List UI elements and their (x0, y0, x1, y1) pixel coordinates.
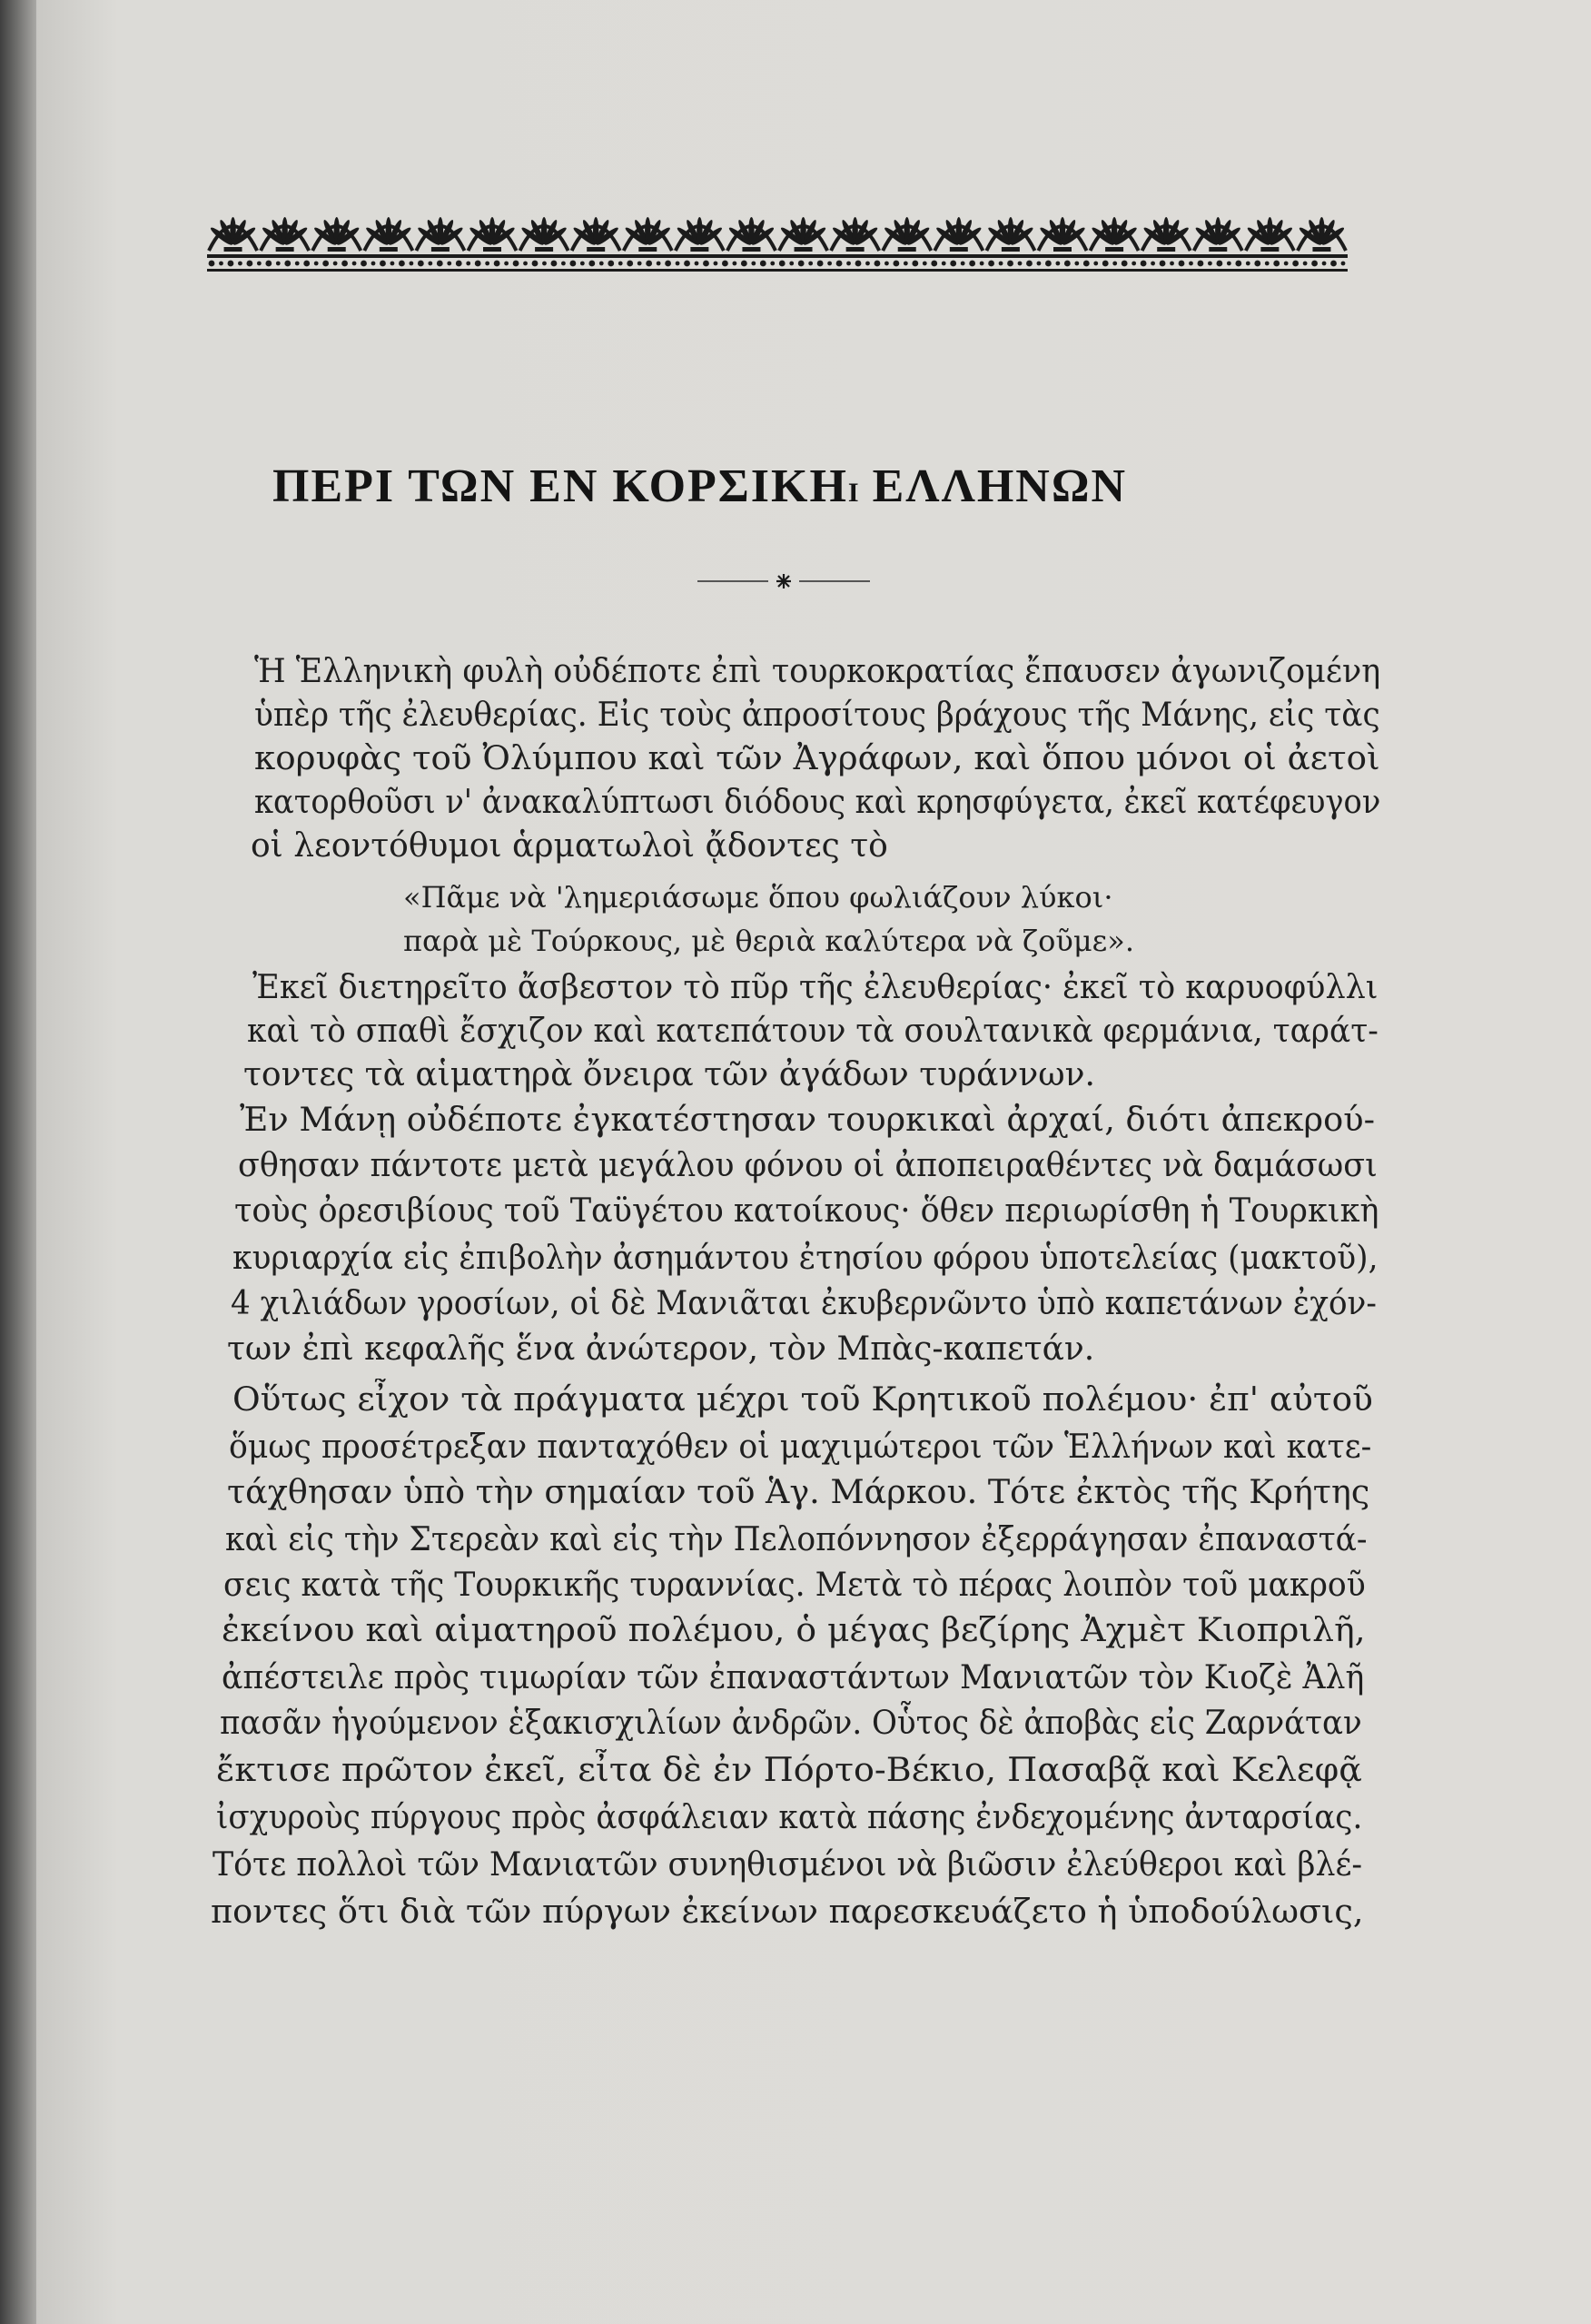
quote-line: «Πᾶμε νὰ 'λημεριάσωμε ὅπου φωλιάζουν λύκοι· (403, 880, 1113, 915)
text-line: σεις κατὰ τῆς Τουρκικῆς τυραννίας. Μετὰ τὸ πέρας λοιπὸν τοῦ μακροῦ (223, 1567, 1366, 1604)
text-line: Οὕτως εἶχον τὰ πράγματα μέχρι τοῦ Κρητικοῦ πολέμου· ἐπ' αὐτοῦ (232, 1381, 1373, 1419)
palmette-motif (727, 217, 776, 252)
text-line: Ἡ Ἑλληνικὴ φυλὴ οὐδέποτε ἐπὶ τουρκοκρατίας ἔπαυσεν ἀγωνιζομένη (254, 653, 1381, 690)
palmette-motif (1194, 217, 1242, 252)
palmette-motif (572, 217, 620, 252)
text-line: Ἐκεῖ διετηρεῖτο ἄσβεστον τὸ πῦρ τῆς ἐλευθερίας· ἐκεῖ τὸ καρυοφύλλι (252, 969, 1379, 1006)
chapter-title-end: ΕΛΛΗΝΩΝ (858, 460, 1128, 512)
text-line: τάχθησαν ὑπὸ τὴν σημαίαν τοῦ Ἁγ. Μάρκου. Τότε ἐκτὸς τῆς Κρήτης (227, 1474, 1370, 1511)
palmette-motif (261, 217, 309, 252)
text-line: κατορθοῦσι ν' ἀνακαλύπτωσι διόδους καὶ κρησφύγετα, ἐκεῖ κατέφευγον (254, 784, 1381, 821)
title-divider-ornament (697, 570, 870, 592)
palmette-motif (1091, 217, 1139, 252)
quote-line: παρὰ μὲ Τούρκους, μὲ θεριὰ καλύτερα νὰ ζοῦμε». (403, 924, 1134, 958)
decorative-palmette-border (207, 198, 1348, 280)
text-line: κυριαρχία εἰς ἐπιβολὴν ἀσημάντου ἐτησίου φόρου ὑποτελείας (μακτοῦ), (232, 1240, 1379, 1277)
palmette-motif (934, 217, 983, 252)
text-line: ὑπὲρ τῆς ἐλευθερίας. Εἰς τοὺς ἀπροσίτους βράχους τῆς Μάνης, εἰς τὰς (254, 697, 1380, 734)
chapter-title (272, 460, 1271, 513)
palmette-motif (779, 217, 827, 252)
palmette-motif (209, 217, 257, 252)
text-line: Ἐν Μάνῃ οὐδέποτε ἐγκατέστησαν τουρκικαὶ ἀρχαί, διότι ἀπεκρού- (240, 1102, 1375, 1139)
palmette-motif (364, 217, 412, 252)
palmette-motif (831, 217, 879, 252)
text-line: πασᾶν ἡγούμενον ἑξακισχιλίων ἀνδρῶν. Οὗτος δὲ ἀποβὰς εἰς Ζαρνάταν (220, 1705, 1362, 1742)
text-line: των ἐπὶ κεφαλῆς ἕνα ἀνώτερον, τὸν Μπὰς-καπετάν. (227, 1330, 1095, 1368)
text-line: οἱ λεοντόθυμοι ἁρματωλοὶ ᾄδοντες τὸ (251, 827, 888, 865)
text-line: ὅμως προσέτρεξαν πανταχόθεν οἱ μαχιμώτεροι τῶν Ἑλλήνων καὶ κατε- (229, 1429, 1372, 1466)
text-line: 4 χιλιάδων γροσίων, οἱ δὲ Μανιᾶται ἐκυβερνῶντο ὑπὸ καπετάνων ἐχόν- (231, 1285, 1377, 1322)
palmette-motif (520, 217, 568, 252)
palmette-motif (1298, 217, 1346, 252)
palmette-motif (624, 217, 672, 252)
palmette-motif (676, 217, 724, 252)
text-line: τοὺς ὀρεσιβίους τοῦ Ταϋγέτου κατοίκους· ὅθεν περιωρίσθη ἡ Τουρκικὴ (234, 1192, 1379, 1230)
text-line: καὶ εἰς τὴν Στερεὰν καὶ εἰς τὴν Πελοπόννησον ἐξερράγησαν ἐπαναστά- (225, 1521, 1368, 1558)
text-line: ἀπέστειλε πρὸς τιμωρίαν τῶν ἐπαναστάντων Μανιατῶν τὸν Κιοζὲ Ἀλῆ (222, 1659, 1365, 1696)
text-line: σθησαν πάντοτε μετὰ μεγάλου φόνου οἱ ἀποπειραθέντες νὰ δαμάσωσι (238, 1147, 1378, 1184)
chapter-title-text: ΠΕΡΙ ΤΩΝ ΕΝ ΚΟΡΣΙΚΗ (272, 460, 848, 512)
text-line: ἐκείνου καὶ αἱματηροῦ πολέμου, ὁ μέγας βεζίρης Ἀχμὲτ Κιοπριλῆ, (222, 1612, 1366, 1649)
palmette-motif (416, 217, 464, 252)
chapter-title-iota: Ι (847, 478, 859, 508)
text-line: ποντες ὅτι διὰ τῶν πύργων ἐκείνων παρεσκευάζετο ἡ ὑποδούλωσις, (211, 1894, 1364, 1931)
text-line: κορυφὰς τοῦ Ὀλύμπου καὶ τῶν Ἀγράφων, καὶ ὅπου μόνοι οἱ ἀετοὶ (254, 740, 1380, 777)
palmette-motif (1246, 217, 1294, 252)
text-line: καὶ τὸ σπαθὶ ἔσχιζον καὶ κατεπάτουν τὰ σουλτανικὰ φερμάνια, ταράτ- (247, 1013, 1379, 1050)
palmette-motif (986, 217, 1034, 252)
book-gutter-shadow (0, 0, 36, 2324)
palmette-motif (312, 217, 361, 252)
palmette-motif (1038, 217, 1086, 252)
palmette-motif (883, 217, 931, 252)
text-line: τοντες τὰ αἱματηρὰ ὄνειρα τῶν ἀγάδων τυράννων. (243, 1056, 1095, 1093)
text-line: Τότε πολλοὶ τῶν Μανιατῶν συνηθισμένοι νὰ βιῶσιν ἐλεύθεροι καὶ βλέ- (212, 1846, 1363, 1884)
text-line: ἰσχυροὺς πύργους πρὸς ἀσφάλειαν κατὰ πάσης ἐνδεχομένης ἀνταρσίας. (216, 1799, 1363, 1836)
palmette-motif (468, 217, 516, 252)
text-line: ἔκτισε πρῶτον ἐκεῖ, εἶτα δὲ ἐν Πόρτο-Βέκιο, Πασαβᾷ καὶ Κελεφᾷ (216, 1752, 1362, 1789)
palmette-motif (1142, 217, 1191, 252)
